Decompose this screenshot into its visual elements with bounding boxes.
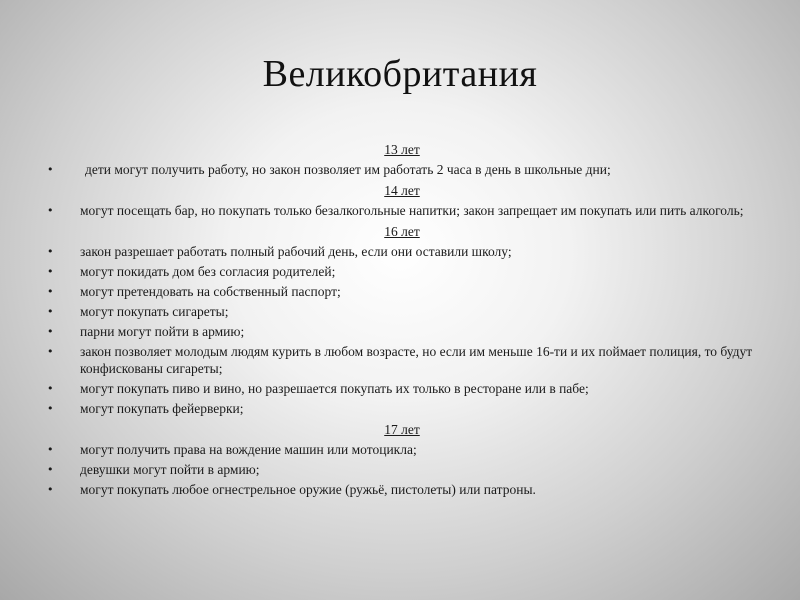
bullet-icon: •: [47, 204, 54, 217]
list-item: [44, 283, 760, 300]
age-heading: 17 лет: [384, 422, 420, 437]
bullet-icon: •: [47, 443, 54, 456]
bullet-icon: •: [47, 345, 54, 358]
list-item-text: девушки могут пойти в армию;: [80, 462, 260, 477]
list-item: [44, 481, 760, 498]
list-item: [44, 343, 760, 377]
list-item-text: парни могут пойти в армию;: [80, 324, 245, 339]
slide-title: Великобритания: [262, 53, 538, 95]
list-item: [44, 441, 760, 458]
list-item: [44, 323, 760, 340]
age-heading: 14 лет: [384, 183, 420, 198]
bullet-list: [44, 161, 760, 178]
list-item: [44, 461, 760, 478]
list-item: [44, 380, 760, 397]
list-item-text: могут покупать фейерверки;: [80, 401, 244, 416]
list-item-text: могут претендовать на собственный паспорт;: [80, 284, 341, 299]
slide-content: [44, 140, 760, 501]
list-item: [44, 263, 760, 280]
bullet-icon: •: [47, 325, 54, 338]
bullet-icon: •: [47, 163, 54, 176]
list-item-text: могут покупать пиво и вино, но разрешается покупать их только в ресторане или в пабе;: [80, 381, 589, 396]
age-heading: 16 лет: [384, 224, 420, 239]
bullet-icon: •: [47, 245, 54, 258]
bullet-icon: •: [47, 285, 54, 298]
list-item: [44, 303, 760, 320]
age-heading: 13 лет: [384, 142, 420, 157]
list-item-text: могут покупать любое огнестрельное оружие (ружьё, пистолеты) или патроны.: [80, 482, 536, 497]
bullet-icon: •: [47, 382, 54, 395]
list-item-text: закон позволяет молодым людям курить в любом возрасте, но если им меньше 16-ти и их поймает полиция, то будут конфискованы сигареты;: [80, 344, 753, 376]
bullet-list: [44, 243, 760, 417]
list-item: [44, 161, 760, 178]
list-item-text: могут покидать дом без согласия родителей;: [80, 264, 336, 279]
bullet-list: [44, 441, 760, 498]
bullet-list: [44, 202, 760, 219]
bullet-icon: •: [47, 265, 54, 278]
list-item-text: могут посещать бар, но покупать только безалкогольные напитки; закон запрещает им покупать или пить алкоголь;: [80, 203, 744, 218]
bullet-icon: •: [47, 305, 54, 318]
list-item-text: могут покупать сигареты;: [80, 304, 229, 319]
list-item-text: могут получить права на вождение машин или мотоцикла;: [80, 442, 417, 457]
list-item-text: дети могут получить работу, но закон позволяет им работать 2 часа в день в школьные дни;: [85, 162, 611, 177]
bullet-icon: •: [47, 463, 54, 476]
list-item: [44, 202, 760, 219]
list-item: [44, 243, 760, 260]
bullet-icon: •: [47, 483, 54, 496]
list-item-text: закон разрешает работать полный рабочий день, если они оставили школу;: [80, 244, 512, 259]
bullet-icon: •: [47, 402, 54, 415]
list-item: [44, 400, 760, 417]
